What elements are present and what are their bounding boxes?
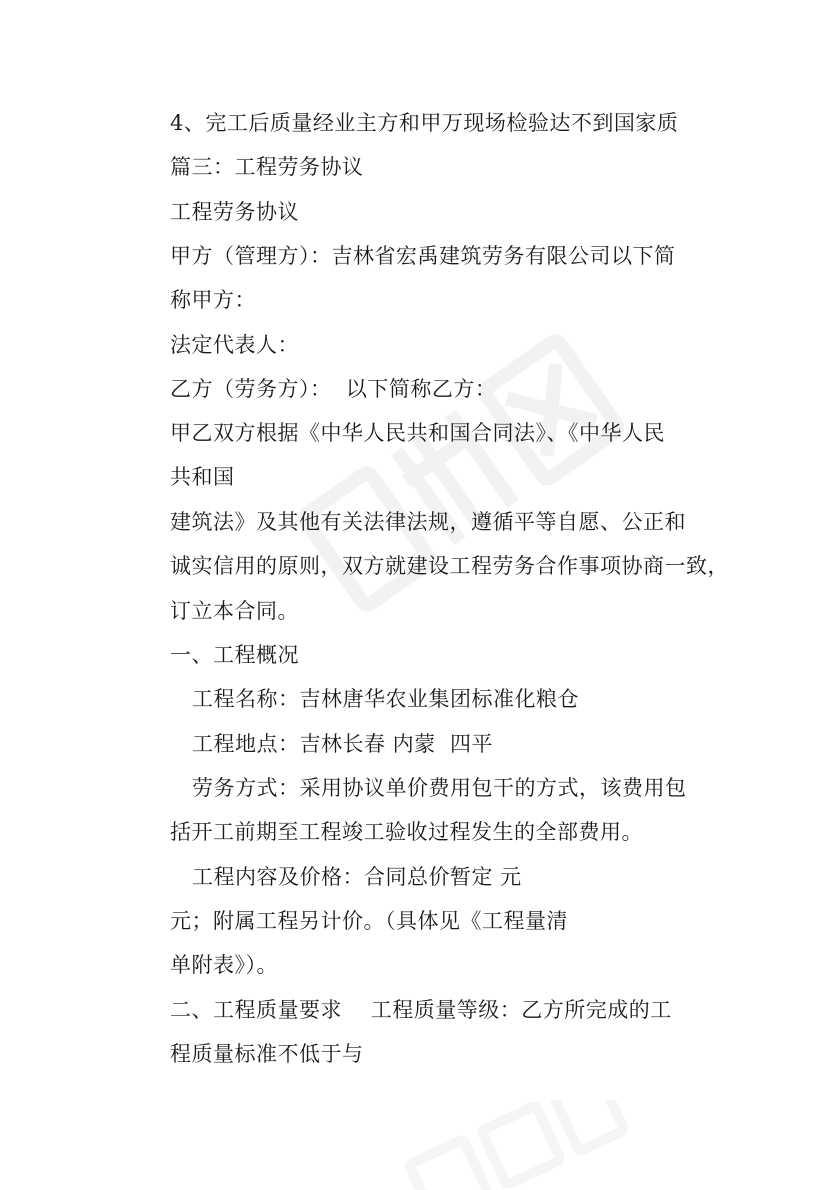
project-name: 工程名称：吉林唐华农业集团标准化粮仓 bbox=[192, 687, 579, 711]
basis-line-1: 甲乙双方根据《中华人民共和国合同法》、《中华人民 bbox=[170, 421, 665, 445]
section-heading-overview: 一、工程概况 bbox=[170, 643, 299, 667]
quality-line-2: 程质量标准不低于与 bbox=[170, 1042, 364, 1066]
text-line-1: 4、完工后质量经业主方和甲万现场检验达不到国家质 bbox=[170, 111, 679, 135]
basis-line-5: 订立本合同。 bbox=[170, 599, 299, 623]
labor-method-line-1: 劳务方式：采用协议单价费用包干的方式，该费用包 bbox=[192, 776, 687, 800]
project-location: 工程地点：吉林长春 内蒙 四平 bbox=[192, 732, 494, 756]
labor-method-line-2: 括开工前期至工程竣工验收过程发生的全部费用。 bbox=[170, 820, 643, 844]
quality-line-1: 二、工程质量要求 工程质量等级：乙方所完成的工 bbox=[170, 998, 672, 1022]
legal-representative: 法定代表人： bbox=[170, 333, 299, 357]
price-line-1: 工程内容及价格：合同总价暂定 元 bbox=[192, 865, 522, 889]
section-heading-3: 篇三：工程劳务协议 bbox=[170, 155, 364, 179]
basis-line-2: 共和国 bbox=[170, 465, 235, 489]
price-line-3: 单附表》）。 bbox=[170, 953, 278, 977]
party-a-line-cont: 称甲方： bbox=[170, 288, 256, 312]
basis-line-4: 诚实信用的原则，双方就建设工程劳务合作事项协商一致， bbox=[170, 554, 729, 578]
basis-line-3: 建筑法》及其他有关法律法规，遵循平等自愿、公正和 bbox=[170, 510, 686, 534]
document-title: 工程劳务协议 bbox=[170, 200, 299, 224]
party-b-line: 乙方（劳务方）： 以下简称乙方： bbox=[170, 377, 497, 401]
party-a-line: 甲方（管理方）：吉林省宏禹建筑劳务有限公司以下简 bbox=[170, 244, 676, 268]
price-line-2: 元；附属工程另计价。（具体见《工程量清 bbox=[170, 909, 568, 933]
watermark-logo-bottom bbox=[380, 1100, 640, 1190]
